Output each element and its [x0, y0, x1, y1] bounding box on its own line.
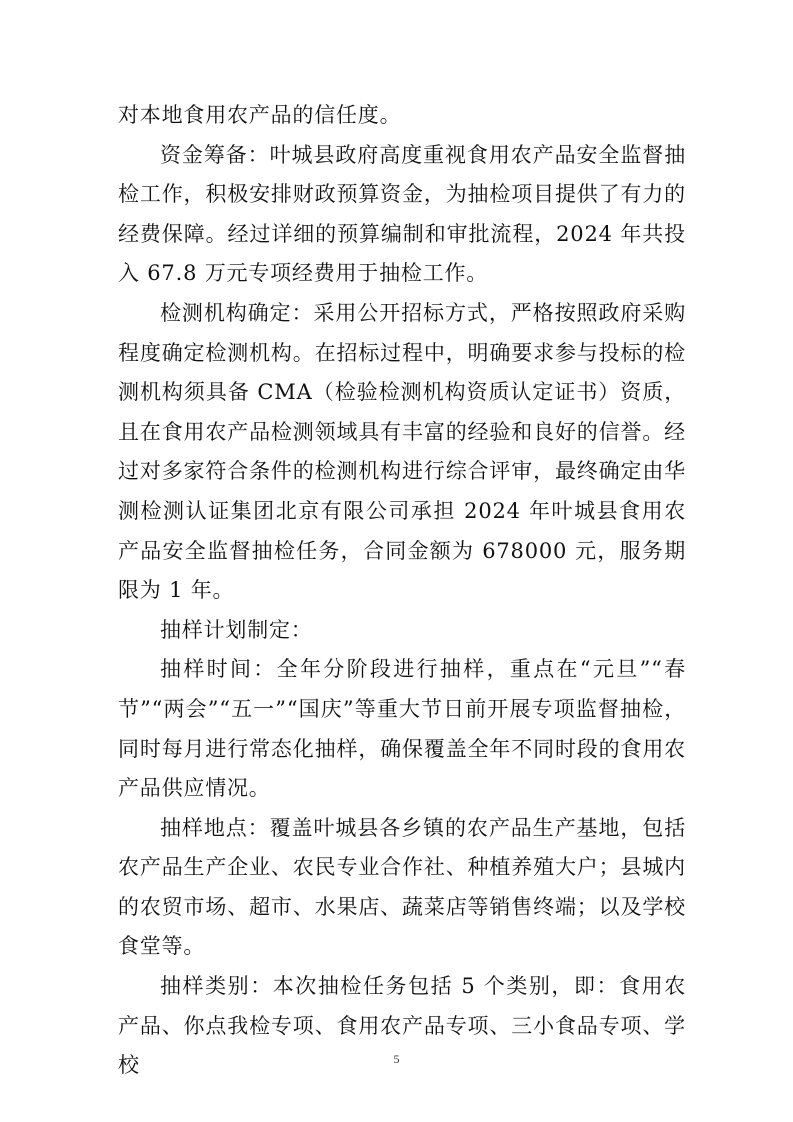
paragraph-sampling-time: 抽样时间：全年分阶段进行抽样，重点在“元旦”“春节”“两会”“五一”“国庆”等重大节日前开展专项监督抽检，同时每月进行常态化抽样，确保覆盖全年不同时段的食用农产品供应情况。: [118, 657, 686, 801]
paragraph-sampling-category: 抽样类别：本次抽检任务包括 5 个类别，即：食用农产品、你点我检专项、食用农产品专项、三小食品专项、学校: [118, 974, 686, 1078]
paragraph-sampling-location: 抽样地点：覆盖叶城县各乡镇的农产品生产基地，包括农产品生产企业、农民专业合作社、种植养殖大户；县城内的农贸市场、超市、水果店、蔬菜店等销售终端；以及学校食堂等。: [118, 815, 686, 959]
paragraph-trust: 对本地食用农产品的信任度。: [118, 103, 402, 127]
paragraph-testing-agency: 检测机构确定：采用公开招标方式，严格按照政府采购程度确定检测机构。在招标过程中，明确要求参与投标的检测机构须具备 CMA（检验检测机构资质认定证书）资质，且在食用农产品检测领域具有丰富的经验和良好的信誉。经过对多家符合条件的检测机构进行综合评审，最终确定由华测检测认证集团北京有限公司承担 2024 年叶城县食用农产品安全监督抽检任务，合同金额为 678000 元，服务期限为 1 年。: [118, 300, 686, 603]
page-number: 5: [393, 1052, 400, 1066]
paragraph-sampling-plan-heading: 抽样计划制定：: [160, 617, 313, 642]
paragraph-funding: 资金筹备：叶城县政府高度重视食用农产品安全监督抽检工作，积极安排财政预算资金，为抽检项目提供了有力的经费保障。经过详细的预算编制和审批流程，2024 年共投入 67.8 万元专项经费用于抽检工作。: [118, 142, 686, 286]
body-text: [118, 96, 686, 1086]
